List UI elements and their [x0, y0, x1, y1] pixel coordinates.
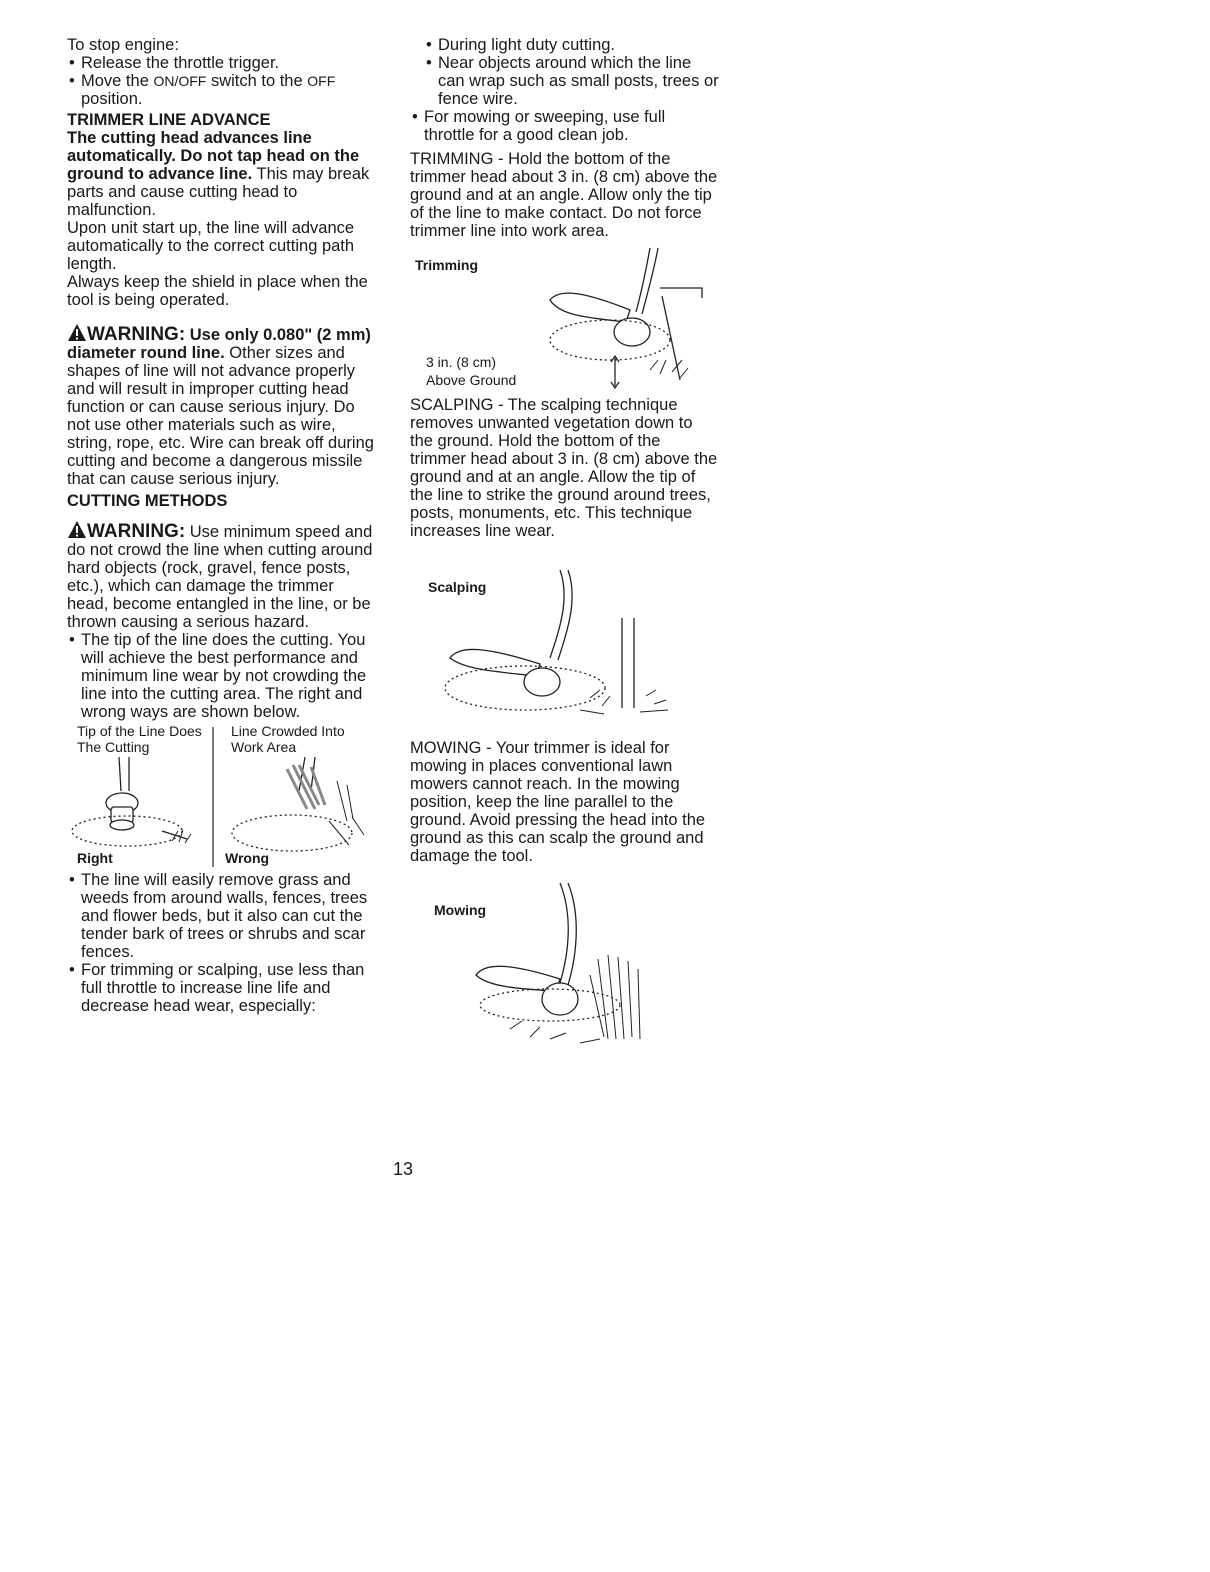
tip-item: • The tip of the line does the cutting. You will achieve the best performance and minimum line wear by not crowding the line into the cutting area. The right and wrong ways are shown below.: [67, 631, 377, 721]
especially-item-1: • During light duty cutting.: [410, 36, 720, 54]
scalping-paragraph: SCALPING - The scalping technique removes unwanted vegetation down to the ground. Hold the bottom of the trimmer head about 3 in. (8 cm) above the ground and at an angle. Allow the tip of the line to strike the ground around trees, posts, monuments, etc. This technique increases line wear.: [410, 396, 718, 540]
warning-line-size: WARNING: Use only 0.080" (2 mm) diameter round line. Other sizes and shapes of line will not advance properly and will result in improper cutting head function or can cause serious injury. Do not use other materials such as wire, string, rope, etc. Wire can break off during cutting and become a dangerous missile that can cause serious injury.: [67, 324, 374, 488]
trimming-illustration: [410, 240, 720, 390]
startup-paragraph: Upon unit start up, the line will advance automatically to the correct cutting path length.: [67, 219, 355, 273]
trimmer-advance-paragraph: The cutting head advances line automatically. Do not tap head on the ground to advance line. This may break parts and cause cutting head to malfunction.: [67, 129, 370, 219]
scalping-illustration: [410, 548, 720, 733]
trimmer-line-advance-heading: TRIMMER LINE ADVANCE: [67, 111, 271, 129]
warning-minimum-speed: WARNING: Use minimum speed and do not crowd the line when cutting around hard objects (rock, gravel, fence posts, etc.), which can damage the trimmer head, become entangled in the line, or be thrown causing a serious hazard.: [67, 521, 373, 631]
right-column: [410, 36, 720, 1069]
right-label: Right: [77, 850, 113, 866]
shield-paragraph: Always keep the shield in place when the tool is being operated.: [67, 273, 368, 309]
trimming-caption-line-2: Above Ground: [426, 372, 517, 388]
trimming-figure: [410, 240, 720, 390]
stop-intro: To stop engine:: [67, 36, 179, 54]
trimming-caption-line-1: 3 in. (8 cm): [426, 354, 497, 370]
mowing-paragraph: MOWING - Your trimmer is ideal for mowing in places conventional lawn mowers cannot reach. In the mowing position, keep the line parallel to the ground. Avoid pressing the head into the ground as this can scalp the ground and damage the tool.: [410, 739, 706, 865]
warning-icon: [67, 520, 87, 539]
wrong-label: Wrong: [225, 850, 270, 866]
after-item-1: • The line will easily remove grass and weeds from around walls, fences, trees and flower beds, but it also can cut the tender bark of trees or shrubs and scar fences.: [67, 871, 377, 961]
scalping-figure: [410, 548, 720, 733]
mowing-illustration: [410, 879, 720, 1069]
trimming-paragraph: TRIMMING - Hold the bottom of the trimmer head about 3 in. (8 cm) above the ground and at an angle. Allow only the tip of the line to make contact. Do not force trimmer line into work area.: [410, 150, 718, 240]
stop-item-1: • Release the throttle trigger.: [67, 54, 377, 72]
throttle-list: [410, 108, 720, 144]
tip-list: [67, 631, 377, 721]
page-number: 13: [393, 1159, 414, 1179]
right-caption: Tip of the Line Does The Cutting: [77, 723, 202, 755]
after-item-2: • For trimming or scalping, use less than full throttle to increase line life and decrease head wear, especially:: [67, 961, 377, 1015]
stop-item-2: • Move the ON/OFF switch to the OFF position.: [67, 72, 377, 108]
left-column: [67, 36, 377, 1015]
after-list: [67, 871, 377, 1015]
scalping-figure-title: Scalping: [428, 579, 487, 595]
stop-list: [67, 54, 377, 108]
wrong-caption: Line Crowded Into Work Area: [231, 723, 345, 755]
warning-icon: [67, 323, 87, 342]
trimming-figure-title: Trimming: [415, 257, 479, 273]
cutting-methods-heading: CUTTING METHODS: [67, 492, 228, 510]
mowing-sweeping-item: • For mowing or sweeping, use full throttle for a good clean job.: [410, 108, 720, 144]
trimmer-head-right: [72, 757, 191, 846]
mowing-figure: [410, 879, 720, 1069]
right-wrong-figure: [67, 721, 377, 871]
especially-item-2: • Near objects around which the line can wrap such as small posts, trees or fence wire.: [410, 54, 720, 108]
trimmer-head-wrong: [232, 757, 364, 851]
mowing-figure-title: Mowing: [434, 902, 487, 918]
especially-list: [410, 36, 720, 108]
